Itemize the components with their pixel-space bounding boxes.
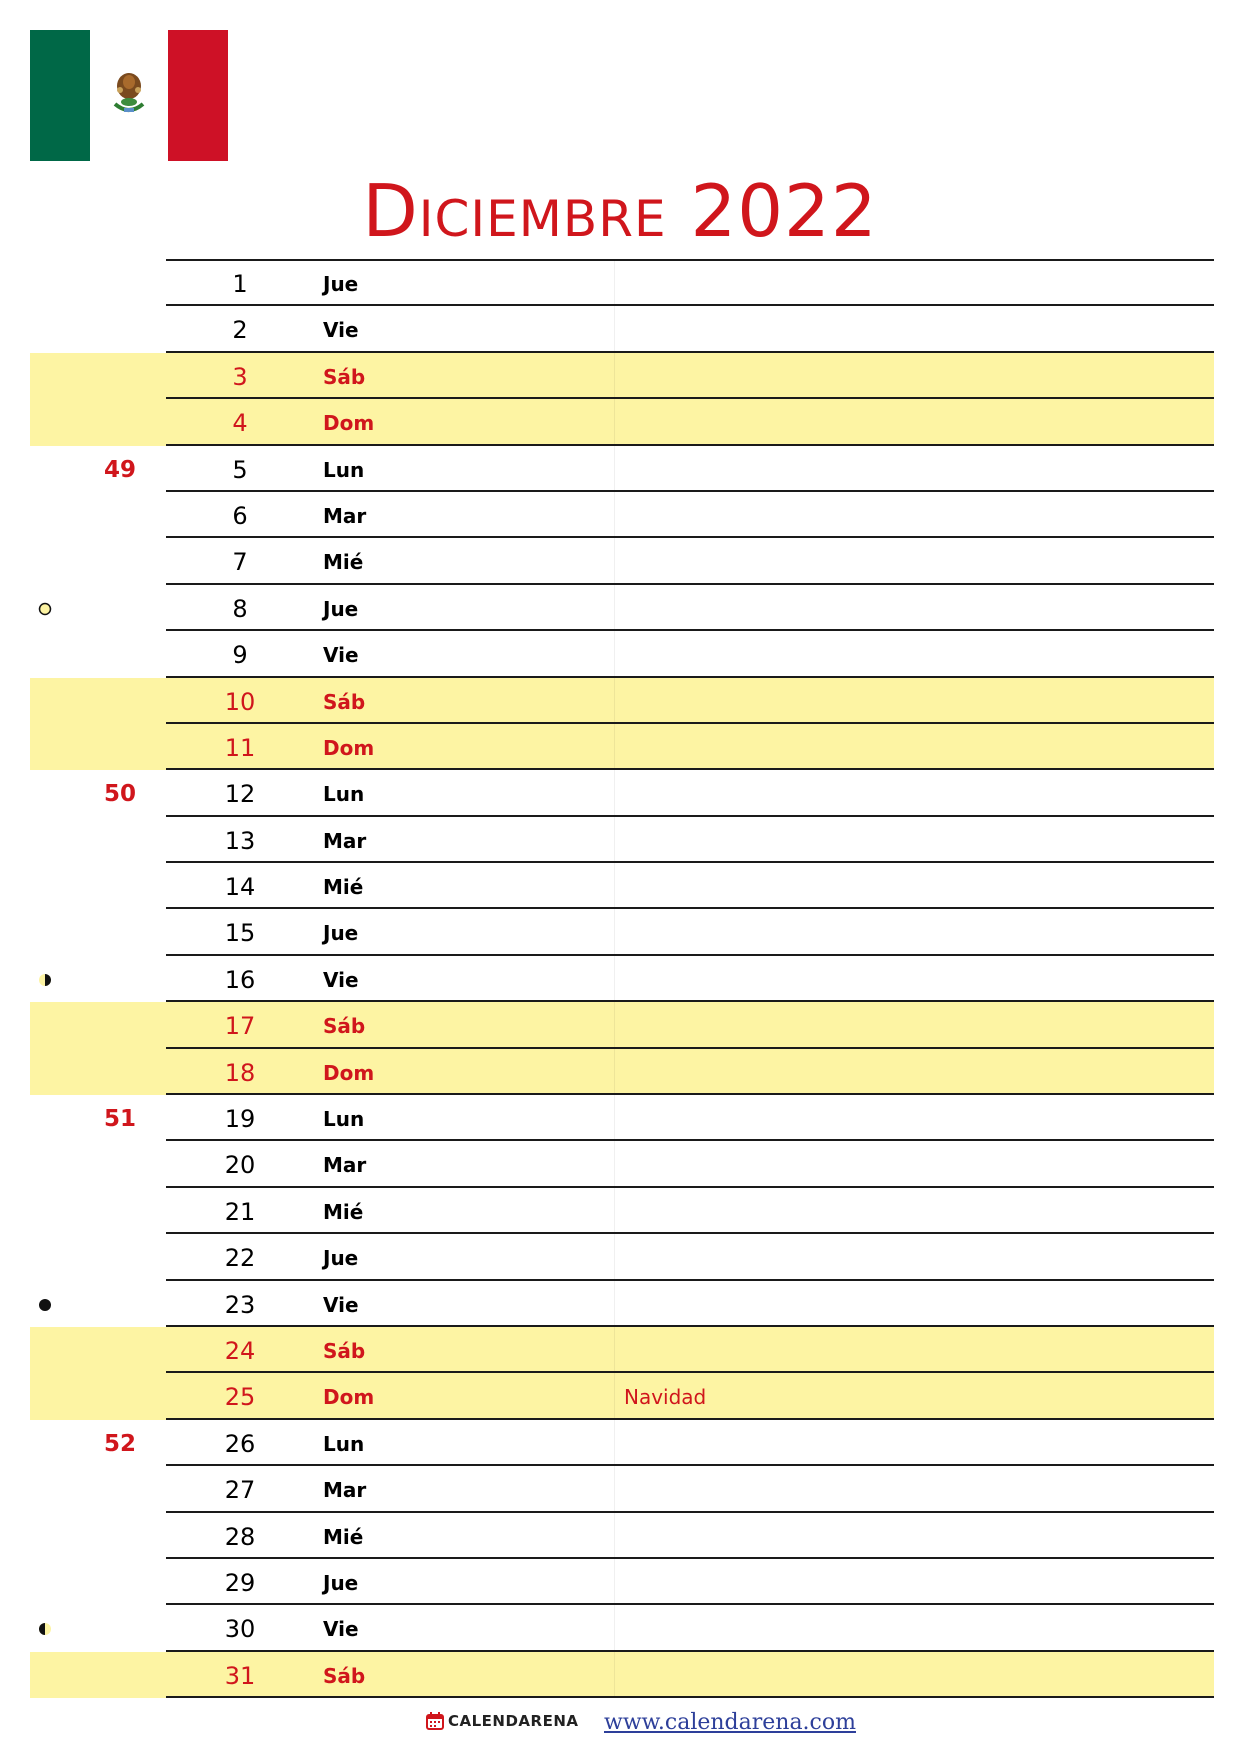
weekday-label: Lun (323, 1431, 365, 1456)
column-divider (614, 1466, 615, 1512)
weekday-label: Mar (323, 828, 367, 853)
day-number: 27 (224, 1476, 256, 1505)
title-year: 2022 (690, 169, 878, 253)
day-number: 23 (224, 1290, 256, 1319)
day-number: 5 (232, 455, 248, 484)
day-row (0, 1327, 1240, 1373)
weekday-label: Jue (323, 596, 359, 621)
day-row (0, 492, 1240, 538)
column-divider (614, 956, 615, 1002)
day-row (0, 909, 1240, 955)
day-number: 10 (224, 687, 256, 716)
column-divider (614, 1559, 615, 1605)
day-row (0, 1513, 1240, 1559)
day-number: 11 (224, 733, 256, 762)
weekday-label: Dom (323, 1060, 375, 1085)
day-row (0, 1466, 1240, 1512)
day-row (0, 260, 1240, 306)
column-divider (614, 817, 615, 863)
day-row (0, 678, 1240, 724)
weekday-label: Mié (323, 550, 364, 575)
day-number: 17 (224, 1012, 256, 1041)
weekday-label: Jue (323, 272, 359, 296)
weekday-label: Mar (323, 1478, 367, 1503)
day-number: 16 (224, 965, 256, 994)
day-number: 25 (224, 1383, 256, 1412)
day-row (0, 1234, 1240, 1280)
first-quarter-moon-icon (38, 1622, 52, 1636)
day-row (0, 1002, 1240, 1048)
weekday-label: Jue (323, 1246, 359, 1271)
day-number: 26 (224, 1429, 256, 1458)
day-number: 2 (232, 316, 248, 345)
website-link[interactable]: www.calendarena.com (604, 1710, 856, 1735)
holiday-label: Navidad (624, 1385, 707, 1410)
day-number: 14 (224, 873, 256, 902)
day-row (0, 817, 1240, 863)
week-number: 50 (103, 781, 136, 808)
day-number: 30 (224, 1615, 256, 1644)
day-number: 12 (224, 780, 256, 809)
column-divider (614, 1002, 615, 1048)
weekday-label: Vie (323, 643, 359, 668)
day-row (0, 1373, 1240, 1419)
column-divider (614, 863, 615, 909)
weekday-label: Mié (323, 1524, 364, 1549)
mexico-flag-icon (30, 30, 228, 161)
day-list (0, 260, 1240, 1698)
day-row (0, 1559, 1240, 1605)
column-divider (614, 1095, 615, 1141)
weekday-label: Mié (323, 875, 364, 900)
column-divider (614, 585, 615, 631)
day-number: 28 (224, 1522, 256, 1551)
day-number: 18 (224, 1058, 256, 1087)
day-row (0, 1141, 1240, 1187)
day-row (0, 585, 1240, 631)
day-row (0, 446, 1240, 492)
day-row (0, 1095, 1240, 1141)
weekday-label: Mar (323, 503, 367, 528)
day-number: 1 (232, 270, 248, 298)
column-divider (614, 1605, 615, 1651)
day-number: 8 (232, 594, 248, 623)
column-divider (614, 631, 615, 677)
weekday-label: Vie (323, 967, 359, 992)
calendar-icon (426, 1712, 444, 1730)
weekday-label: Vie (323, 318, 359, 343)
day-number: 29 (224, 1568, 256, 1597)
day-number: 19 (224, 1105, 256, 1134)
footer-brand (426, 1712, 579, 1730)
day-number: 7 (232, 548, 248, 577)
day-number: 13 (224, 826, 256, 855)
column-divider (614, 306, 615, 352)
column-divider (614, 1141, 615, 1187)
day-row (0, 1281, 1240, 1327)
day-row (0, 306, 1240, 352)
new-moon-icon (38, 1298, 52, 1312)
day-row (0, 1605, 1240, 1651)
weekday-label: Dom (323, 411, 375, 436)
day-number: 3 (232, 362, 248, 391)
week-number: 52 (103, 1430, 136, 1457)
column-divider (614, 1513, 615, 1559)
day-row (0, 399, 1240, 445)
day-number: 24 (224, 1336, 256, 1365)
weekday-label: Lun (323, 457, 365, 482)
day-number: 20 (224, 1151, 256, 1180)
row-rule (166, 1696, 1214, 1698)
day-number: 22 (224, 1244, 256, 1273)
column-divider (614, 678, 615, 724)
day-row (0, 353, 1240, 399)
footer (0, 1710, 1240, 1740)
column-divider (614, 1188, 615, 1234)
day-row (0, 1188, 1240, 1234)
day-number: 6 (232, 501, 248, 530)
brand-label: CALENDARENA (448, 1712, 579, 1730)
column-divider (614, 260, 615, 306)
column-divider (614, 492, 615, 538)
column-divider (614, 724, 615, 770)
day-row (0, 538, 1240, 584)
weekday-label: Sáb (323, 1014, 366, 1039)
coat-of-arms-icon (98, 64, 160, 126)
weekday-label: Sáb (323, 1338, 366, 1363)
day-row (0, 863, 1240, 909)
column-divider (614, 1049, 615, 1095)
weekday-label: Vie (323, 1617, 359, 1642)
page-title (0, 168, 1240, 254)
column-divider (614, 1234, 615, 1280)
week-number: 49 (103, 456, 136, 483)
column-divider (614, 399, 615, 445)
weekday-label: Sáb (323, 364, 366, 389)
week-number: 51 (103, 1106, 136, 1133)
column-divider (614, 1327, 615, 1373)
day-row (0, 1652, 1240, 1698)
last-quarter-moon-icon (38, 973, 52, 987)
day-number: 15 (224, 919, 256, 948)
column-divider (614, 446, 615, 492)
column-divider (614, 1373, 615, 1419)
weekday-label: Sáb (323, 1663, 366, 1688)
title-month: Diciembre (362, 169, 667, 253)
weekday-label: Jue (323, 921, 359, 946)
weekday-label: Mié (323, 1199, 364, 1224)
column-divider (614, 770, 615, 816)
day-row (0, 724, 1240, 770)
weekday-label: Vie (323, 1292, 359, 1317)
day-number: 31 (224, 1661, 256, 1690)
column-divider (614, 1652, 615, 1698)
column-divider (614, 538, 615, 584)
day-number: 9 (232, 641, 248, 670)
day-number: 21 (224, 1197, 256, 1226)
weekday-label: Lun (323, 1107, 365, 1132)
day-number: 4 (232, 409, 248, 438)
weekday-label: Sáb (323, 689, 366, 714)
weekday-label: Dom (323, 735, 375, 760)
full-moon-icon (38, 602, 52, 616)
column-divider (614, 1420, 615, 1466)
day-row (0, 631, 1240, 677)
column-divider (614, 353, 615, 399)
weekday-label: Mar (323, 1153, 367, 1178)
column-divider (614, 909, 615, 955)
day-row (0, 770, 1240, 816)
column-divider (614, 1281, 615, 1327)
weekday-label: Dom (323, 1385, 375, 1410)
day-row (0, 956, 1240, 1002)
weekday-label: Jue (323, 1570, 359, 1595)
weekday-label: Lun (323, 782, 365, 807)
day-row (0, 1049, 1240, 1095)
day-row (0, 1420, 1240, 1466)
